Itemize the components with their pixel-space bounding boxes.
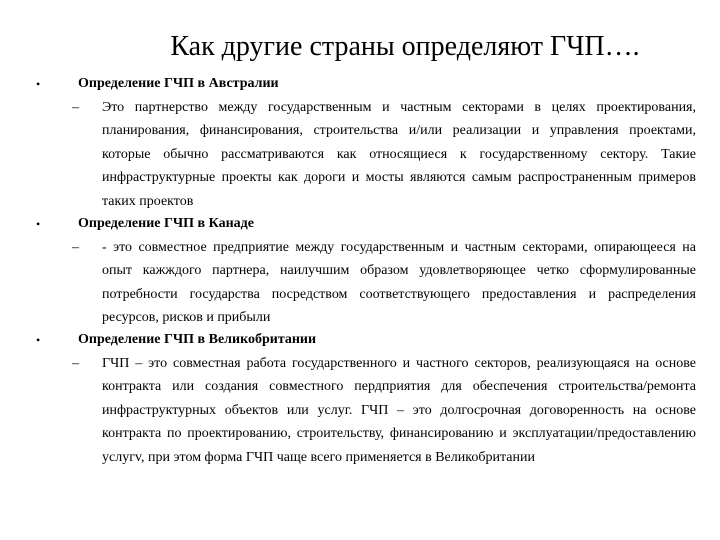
bullet-heading-canada: Определение ГЧП в Канаде <box>78 216 254 231</box>
dash-icon: – <box>72 240 79 255</box>
dash-icon: – <box>72 356 79 371</box>
dash-icon: – <box>72 100 79 115</box>
bullet-icon: • <box>36 77 41 91</box>
definition-text-australia: Это партнерство между государственным и частным секторами в целях проектирования, планирования, финансирования, строительства и/или реализации и управления проектами, которые обычно рассматриваются как относящиеся к государственному сектору. Такие инфраструктурные проекты как дороги и мосты являются самым распространенным примеров таких проектов <box>102 100 696 209</box>
bullet-icon: • <box>36 333 41 347</box>
bullet-heading-australia: Определение ГЧП в Австралии <box>78 76 279 91</box>
slide-title: Как другие страны определяют ГЧП…. <box>170 31 640 62</box>
definition-text-canada: - это совместное предприятие между государственным и частным секторами, опирающееся на опыт кажждого партнера, наилучшим образом удовлетворяющее четко сформулированные потребности государства посредством соответствующего предоставления и распределения ресурсов, рисков и прибыли <box>102 240 696 326</box>
definition-text-uk: ГЧП – это совместная работа государственного и частного секторов, реализующаяся на основе контракта или создания совместного пердприятия для обеспечения строительства/ремонта инфраструктурных объектов или услуг. ГЧП – это долгосрочная договоренность на основе контракта по проектированию, строительству, финансированию и эксплуатации/предоставлению услугv, при этом форма ГЧП чаще всего применяется в Великобритании <box>102 356 696 465</box>
bullet-icon: • <box>36 217 41 231</box>
bullet-heading-uk: Определение ГЧП в Великобритании <box>78 332 317 347</box>
